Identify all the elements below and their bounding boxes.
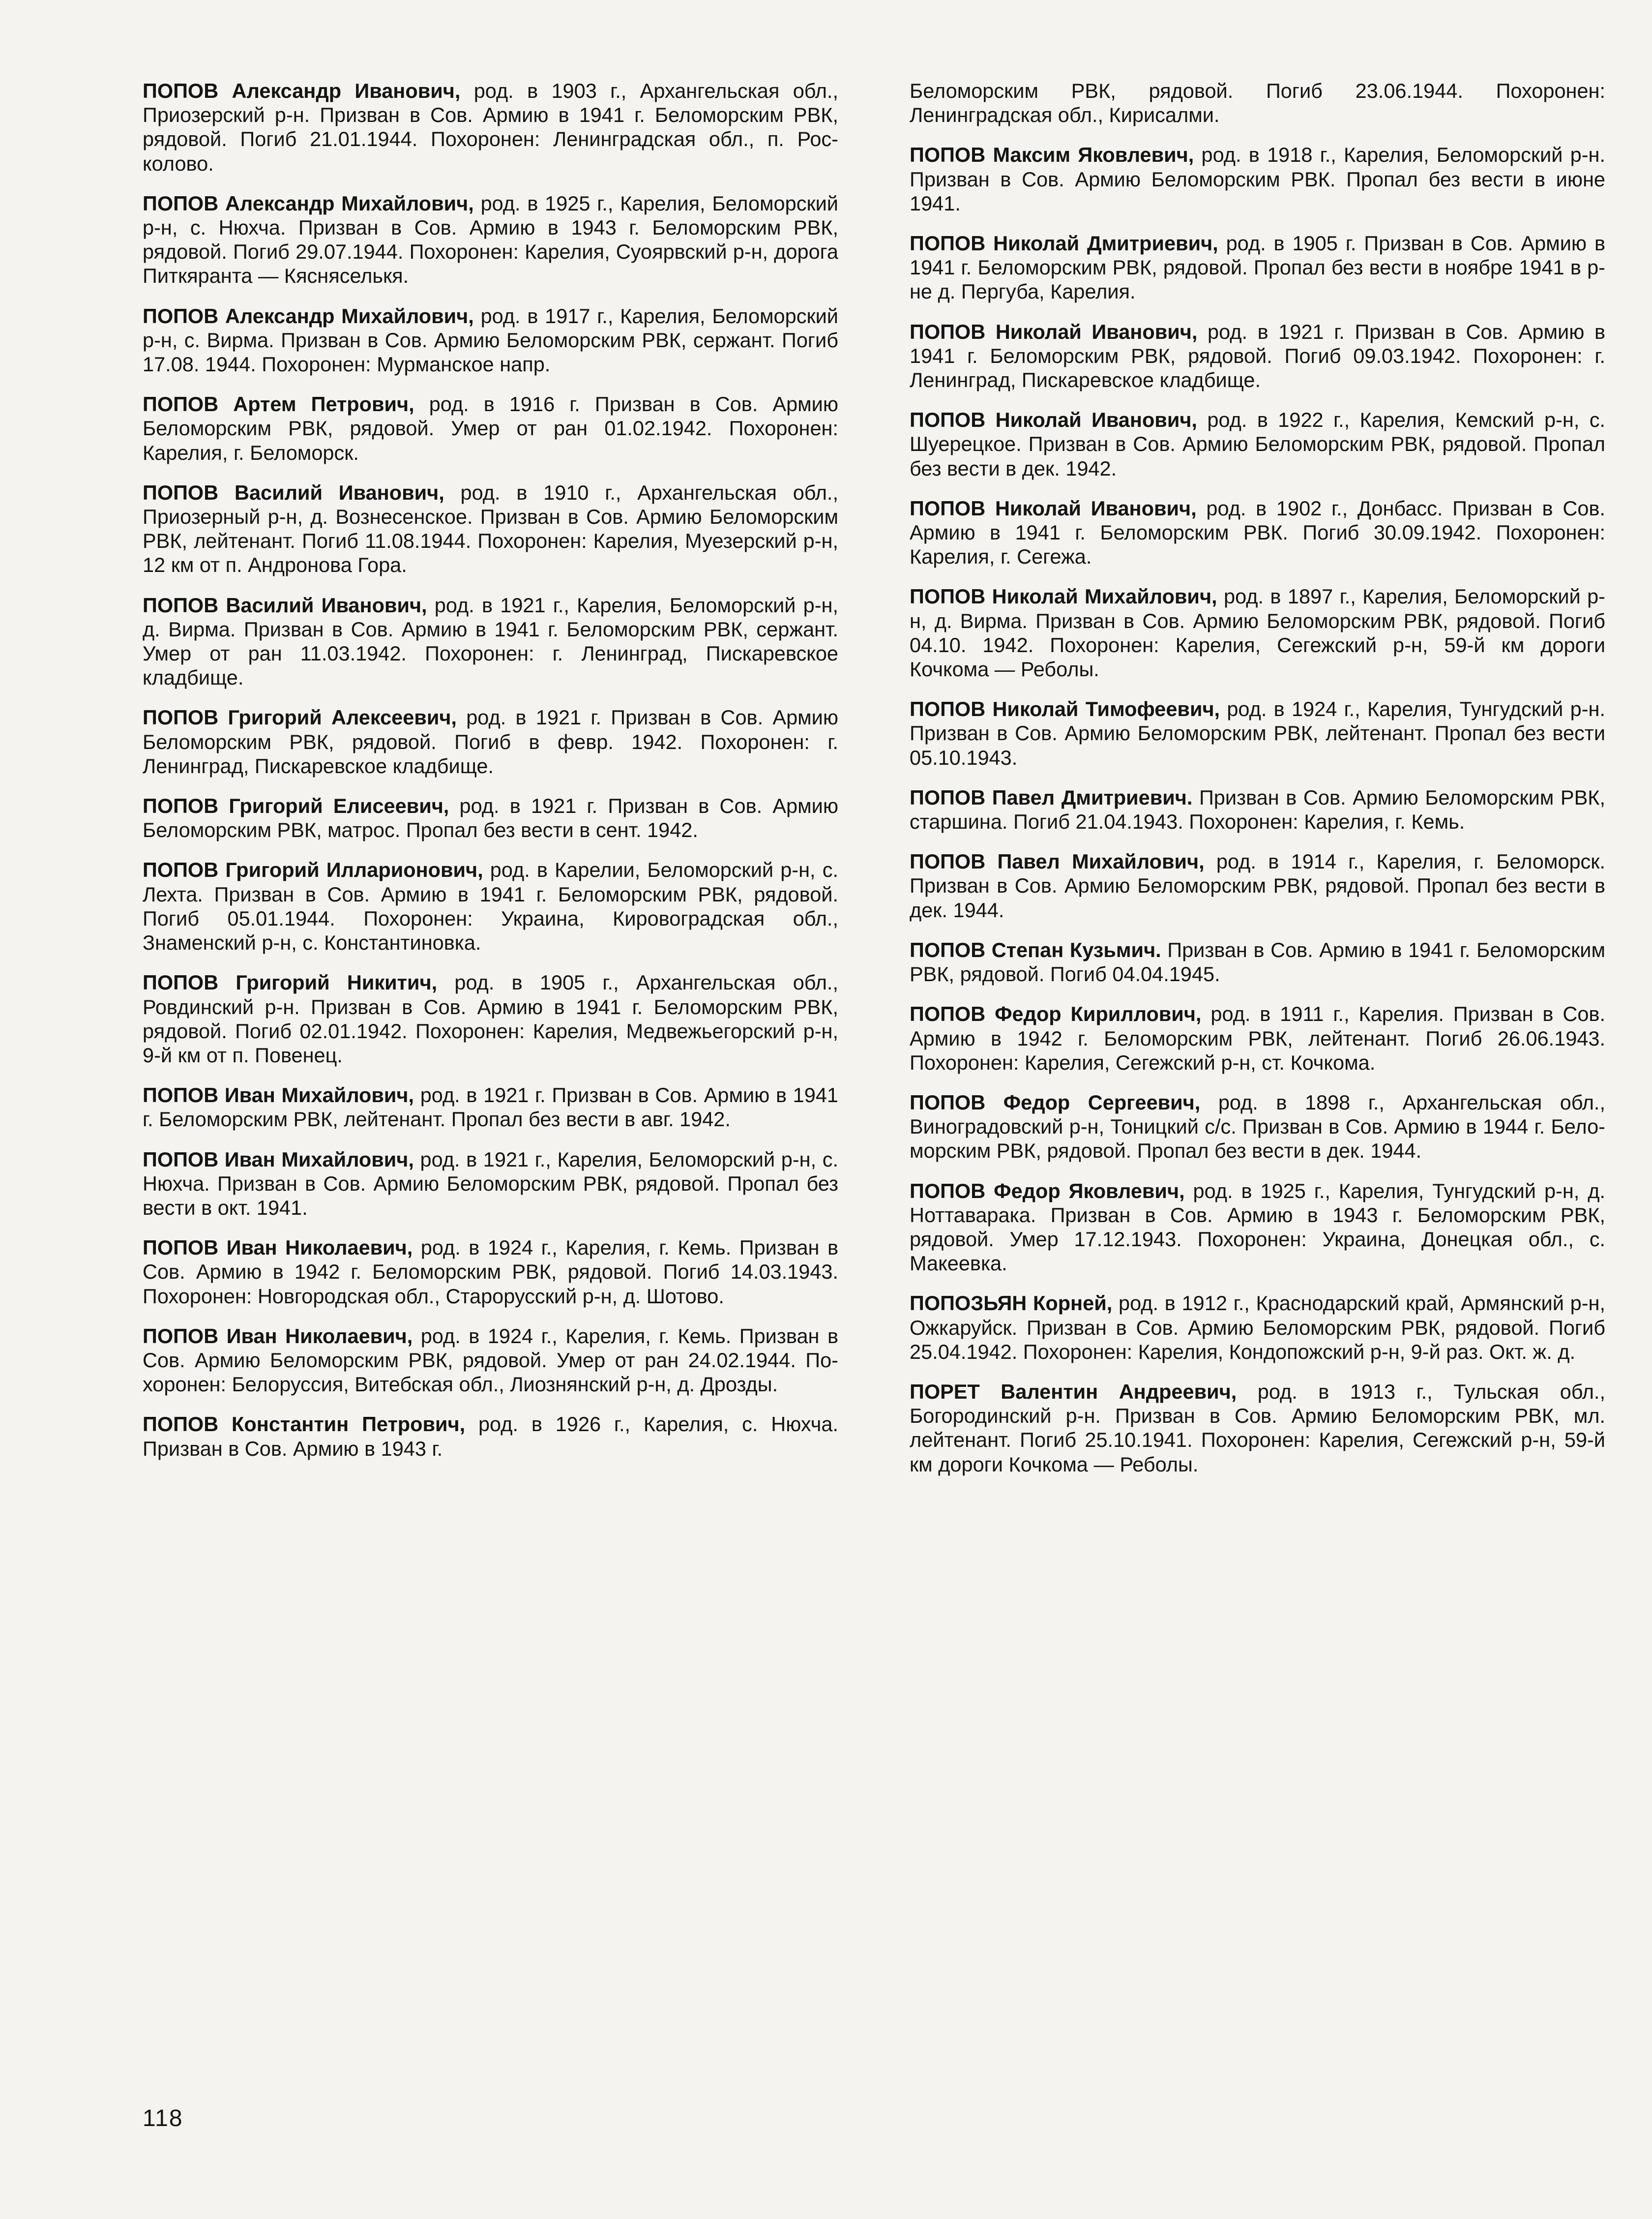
entry xyxy=(910,938,1605,986)
entry-name: ПОПОВ Николай Иванович, xyxy=(910,320,1198,343)
entry-name: ПОПОВ Иван Михайлович, xyxy=(143,1147,414,1171)
entry-name: ПОПОВ Николай Михайлович, xyxy=(910,585,1217,608)
entry-name: ПОПОВ Григорий Илларионович, xyxy=(143,858,483,882)
entry xyxy=(143,304,838,377)
entry xyxy=(910,1379,1605,1476)
entry-text: род. в 1905 г. Призван в Сов. Армию в 1941 г. Беломорским РВК, рядовой. Пропал без вести в ноябре 1941 в р-не д. Пергуба, Карелия. xyxy=(910,232,1605,303)
entry xyxy=(910,849,1605,922)
entry xyxy=(143,191,838,288)
entry-name: ПОПОВ Александр Михайлович, xyxy=(143,191,474,215)
entry-text: род. в 1913 г., Тульская обл., Богородинский р-н. Призван в Сов. Армию Беломорским РВК, мл. лейтенант. Погиб 25.10.1941. Похоронен: Карелия, Сегежский р-н, 59-й км дороги Кочкома — Реболы. xyxy=(910,1379,1605,1476)
entry-name: ПОПОВ Иван Михайлович, xyxy=(143,1083,414,1107)
entry-name: ПОПОВ Николай Тимофеевич, xyxy=(910,697,1220,721)
entry xyxy=(143,1083,838,1131)
entry-name: ПОПОВ Иван Николаевич, xyxy=(143,1324,413,1348)
entry xyxy=(143,392,838,465)
entry xyxy=(143,79,838,176)
entry-text: Беломорским РВК, рядовой. Погиб 23.06.1944. Похоронен: Ленинградская обл., Кирисалми. xyxy=(910,79,1605,127)
entry xyxy=(143,858,838,955)
entry-text: род. в 1924 г., Карелия, г. Кемь. Призван в Сов. Армию в 1942 г. Беломорским РВК, рядовой. Погиб 14.03.1943. Похоронен: Новгородская обл., Старорусский р-н, д. Шотово. xyxy=(143,1236,838,1308)
entry-text: род. в 1917 г., Карелия, Беломорский р-н, с. Вирма. Призван в Сов. Армию Беломорским РВК, сержант. Погиб 17.08. 1944. Похоронен: Мурманское напр. xyxy=(143,304,838,376)
entry xyxy=(143,1147,838,1220)
entry-text: род. в 1924 г., Карелия, Тунгудский р-н. Призван в Сов. Армию Беломорским РВК, лейтенант. Пропал без вести 05.10.1943. xyxy=(910,697,1605,769)
right-column xyxy=(910,79,1605,1492)
entry xyxy=(910,143,1605,215)
left-column xyxy=(143,79,838,1476)
entry-text: род. в 1910 г., Архангельская обл., Приозерный р-н, д. Вознесенское. Призван в Сов. Армию Беломорским РВК, лейтенант. Погиб 11.08.1944. Похоронен: Карелия, Муезерский р-н, 12 км от п. Андронова Гора. xyxy=(143,480,838,577)
entry-name: ПОПОВ Константин Петрович, xyxy=(143,1412,466,1436)
entry-name: ПОПОВ Федор Яковлевич, xyxy=(910,1179,1185,1202)
entry xyxy=(910,1291,1605,1364)
entry-name: ПОПОВ Федор Сергеевич, xyxy=(910,1090,1201,1114)
entry-name: ПОПОВ Павел Дмитриевич. xyxy=(910,785,1193,809)
entry-name: ПОПОВ Александр Иванович, xyxy=(143,79,461,102)
entry-text: род. в 1903 г., Архангельская обл., Приозерский р-н. Призван в Сов. Армию в 1941 г. Беломорским РВК, рядовой. Погиб 21.01.1944. Похоронен: Ленинградская обл., п. Росколово. xyxy=(143,79,838,175)
entry-text: род. в 1912 г., Краснодарский край, Армянский р-н, Ожкаруйск. Призван в Сов. Армию Беломорским РВК, рядовой. Погиб 25.04.1942. Похоронен: Карелия, Кондопожский р-н, 9-й раз. Окт. ж. д. xyxy=(910,1291,1605,1363)
entry-text: род. в 1921 г. Призван в Сов. Армию в 1941 г. Беломорским РВК, лейтенант. Пропал без вести в авг. 1942. xyxy=(143,1083,838,1131)
entry-name: ПОПОВ Николай Дмитриевич, xyxy=(910,232,1218,255)
entry-name: ПОПОВ Григорий Никитич, xyxy=(143,971,438,994)
entry xyxy=(143,970,838,1067)
entry-text: род. в 1921 г., Карелия, Беломорский р-н, с. Нюхча. Призван в Сов. Армию Беломорским РВК, рядовой. Пропал без вести в окт. 1941. xyxy=(143,1147,838,1219)
entry-name: ПОПОВ Николай Иванович, xyxy=(910,408,1197,432)
entry xyxy=(910,496,1605,569)
entry-text: род. в 1905 г., Архангельская обл., Ровдинский р-н. Призван в Сов. Армию в 1941 г. Беломорским РВК, рядовой. Погиб 02.01.1942. Похоронен: Карелия, Медвежьегорский р-н, 9-й км от п. Повенец. xyxy=(143,971,838,1067)
entry xyxy=(910,231,1605,304)
entry xyxy=(143,593,838,690)
page-number: 118 xyxy=(143,2105,183,2131)
entry-text: род. в 1916 г. Призван в Сов. Армию Беломорским РВК, рядовой. Умер от ран 01.02.1942. Похоронен: Карелия, г. Беломорск. xyxy=(143,392,838,464)
entry-text: род. в 1897 г., Карелия, Беломорский р-н, д. Вирма. Призван в Сов. Армию Беломорским РВК, рядовой. Погиб 04.10. 1942. Похоронен: Карелия, Сегежский р-н, 59-й км дороги Кочкома — Реболы. xyxy=(910,585,1606,681)
entry xyxy=(143,794,838,842)
entry-name: ПОПОВ Иван Николаевич, xyxy=(143,1236,413,1259)
entry xyxy=(910,584,1605,681)
entry-text: род. в 1921 г. Призван в Сов. Армию Беломорским РВК, матрос. Пропал без вести в сент. 1942. xyxy=(143,794,838,842)
entry xyxy=(910,1002,1605,1075)
entry-name: ПОПОВ Василий Иванович, xyxy=(143,480,444,504)
entry-text: род. в 1921 г., Карелия, Беломорский р-н, д. Вирма. Призван в Сов. Армию в 1941 г. Беломорским РВК, сержант. Умер от ран 11.03.1942. Похоронен: г. Ленинград, Пискаревское кладбище. xyxy=(143,593,838,690)
entry-text: Призван в Сов. Армию Беломорским РВК, старшина. Погиб 21.04.1943. Похоронен: Карелия, г. Кемь. xyxy=(910,785,1605,834)
entry-text: род. в 1914 г., Карелия, г. Беломорск. Призван в Сов. Армию Беломорским РВК, рядовой. Пропал без вести в дек. 1944. xyxy=(910,850,1605,922)
entry-text: род. в 1911 г., Карелия. Призван в Сов. Армию в 1942 г. Беломорским РВК, лейтенант. Погиб 26.06.1943. Похоронен: Карелия, Сегежский р-н, ст. Кочкома. xyxy=(910,1002,1606,1074)
entry-continuation xyxy=(910,79,1605,127)
entry-text: род. в 1902 г., Донбасс. Призван в Сов. Армию в 1941 г. Беломорским РВК. Погиб 30.09.1942. Похоронен: Карелия, г. Сегежа. xyxy=(910,496,1605,569)
entry-name: ПОПОВ Григорий Алексеевич, xyxy=(143,706,457,729)
entry-name: ПОПОВ Павел Михайлович, xyxy=(910,850,1205,873)
entry-text: род. в 1922 г., Карелия, Кемский р-н, с. Шуерецкое. Призван в Сов. Армию Беломорским РВК, рядовой. Пропал без вести в дек. 1942. xyxy=(910,408,1605,480)
entry-text: род. в 1926 г., Карелия, с. Нюхча. Призван в Сов. Армию в 1943 г. xyxy=(143,1412,838,1460)
entry xyxy=(143,1235,838,1308)
entry-text: род. в 1921 г. Призван в Сов. Армию в 1941 г. Беломорским РВК, рядовой. Погиб 09.03.1942. Похоронен: г. Ленинград, Пискаревское кладбище. xyxy=(910,320,1605,392)
entry xyxy=(910,785,1605,834)
entry-name: ПОПОВ Максим Яковлевич, xyxy=(910,143,1194,167)
entry xyxy=(143,1324,838,1397)
entry-name: ПОПОВ Федор Кириллович, xyxy=(910,1002,1202,1026)
entry-text: род. в 1921 г. Призван в Сов. Армию Беломорским РВК, рядовой. Погиб в февр. 1942. Похоронен: г. Ленинград, Пискаревское кладбище. xyxy=(143,706,838,778)
entry-name: ПОПОВ Григорий Елисеевич, xyxy=(143,794,449,818)
entry xyxy=(910,697,1605,770)
entry xyxy=(910,1179,1605,1276)
entry-name: ПОПОВ Артем Петрович, xyxy=(143,392,414,416)
entry-name: ПОПОВ Степан Кузьмич. xyxy=(910,938,1161,961)
entry-text: Призван в Сов. Армию в 1941 г. Беломорским РВК, рядовой. Погиб 04.04.1945. xyxy=(910,938,1605,986)
entry-text: род. в 1898 г., Архангельская обл., Виноградовский р-н, Тоницкий с/с. Призван в Сов. Армию в 1944 г. Беломорским РВК, рядовой. Пропал без вести в дек. 1944. xyxy=(910,1090,1605,1163)
entry-text: род. в 1924 г., Карелия, г. Кемь. Призван в Сов. Армию Беломорским РВК, рядовой. Умер от ран 24.02.1944. Похоронен: Белоруссия, Витебская обл., Лиознянский р-н, д. Дрозды. xyxy=(143,1324,838,1396)
entry-text: род. в 1925 г., Карелия, Беломорский р-н, с. Нюхча. Призван в Сов. Армию в 1943 г. Беломорским РВК, рядовой. Погиб 29.07.1944. Похоронен: Карелия, Суоярвский р-н, дорога Питкяранта — Кясняселькя. xyxy=(143,191,838,288)
entry xyxy=(143,480,838,577)
entry-text: род. в Карелии, Беломорский р-н, с. Лехта. Призван в Сов. Армию в 1941 г. Беломорским РВК, рядовой. Погиб 05.01.1944. Похоронен: Украина, Кировоградская обл., Знаменский р-н, с. Константиновка. xyxy=(143,858,838,955)
entry-name: ПОРЕТ Валентин Андреевич, xyxy=(910,1379,1237,1403)
entry xyxy=(910,320,1605,392)
entry-text: род. в 1925 г., Карелия, Тунгудский р-н, д. Ноттаварака. Призван в Сов. Армию в 1943 г. Беломорским РВК, рядовой. Умер 17.12.1943. Похоронен: Украина, Донецкая обл., с. Макеевка. xyxy=(910,1179,1605,1275)
entry-name: ПОПОВ Василий Иванович, xyxy=(143,593,427,617)
entry xyxy=(910,408,1605,480)
entry xyxy=(143,1412,838,1460)
entry xyxy=(143,705,838,778)
entry-name: ПОПОВ Александр Михайлович, xyxy=(143,304,474,328)
entry-name: ПОПОЗЬЯН Корней, xyxy=(910,1291,1113,1315)
entry xyxy=(910,1090,1605,1163)
entry-name: ПОПОВ Николай Иванович, xyxy=(910,496,1197,520)
entry-text: род. в 1918 г., Карелия, Беломорский р-н. Призван в Сов. Армию Беломорским РВК. Пропал без вести в июне 1941. xyxy=(910,143,1605,215)
